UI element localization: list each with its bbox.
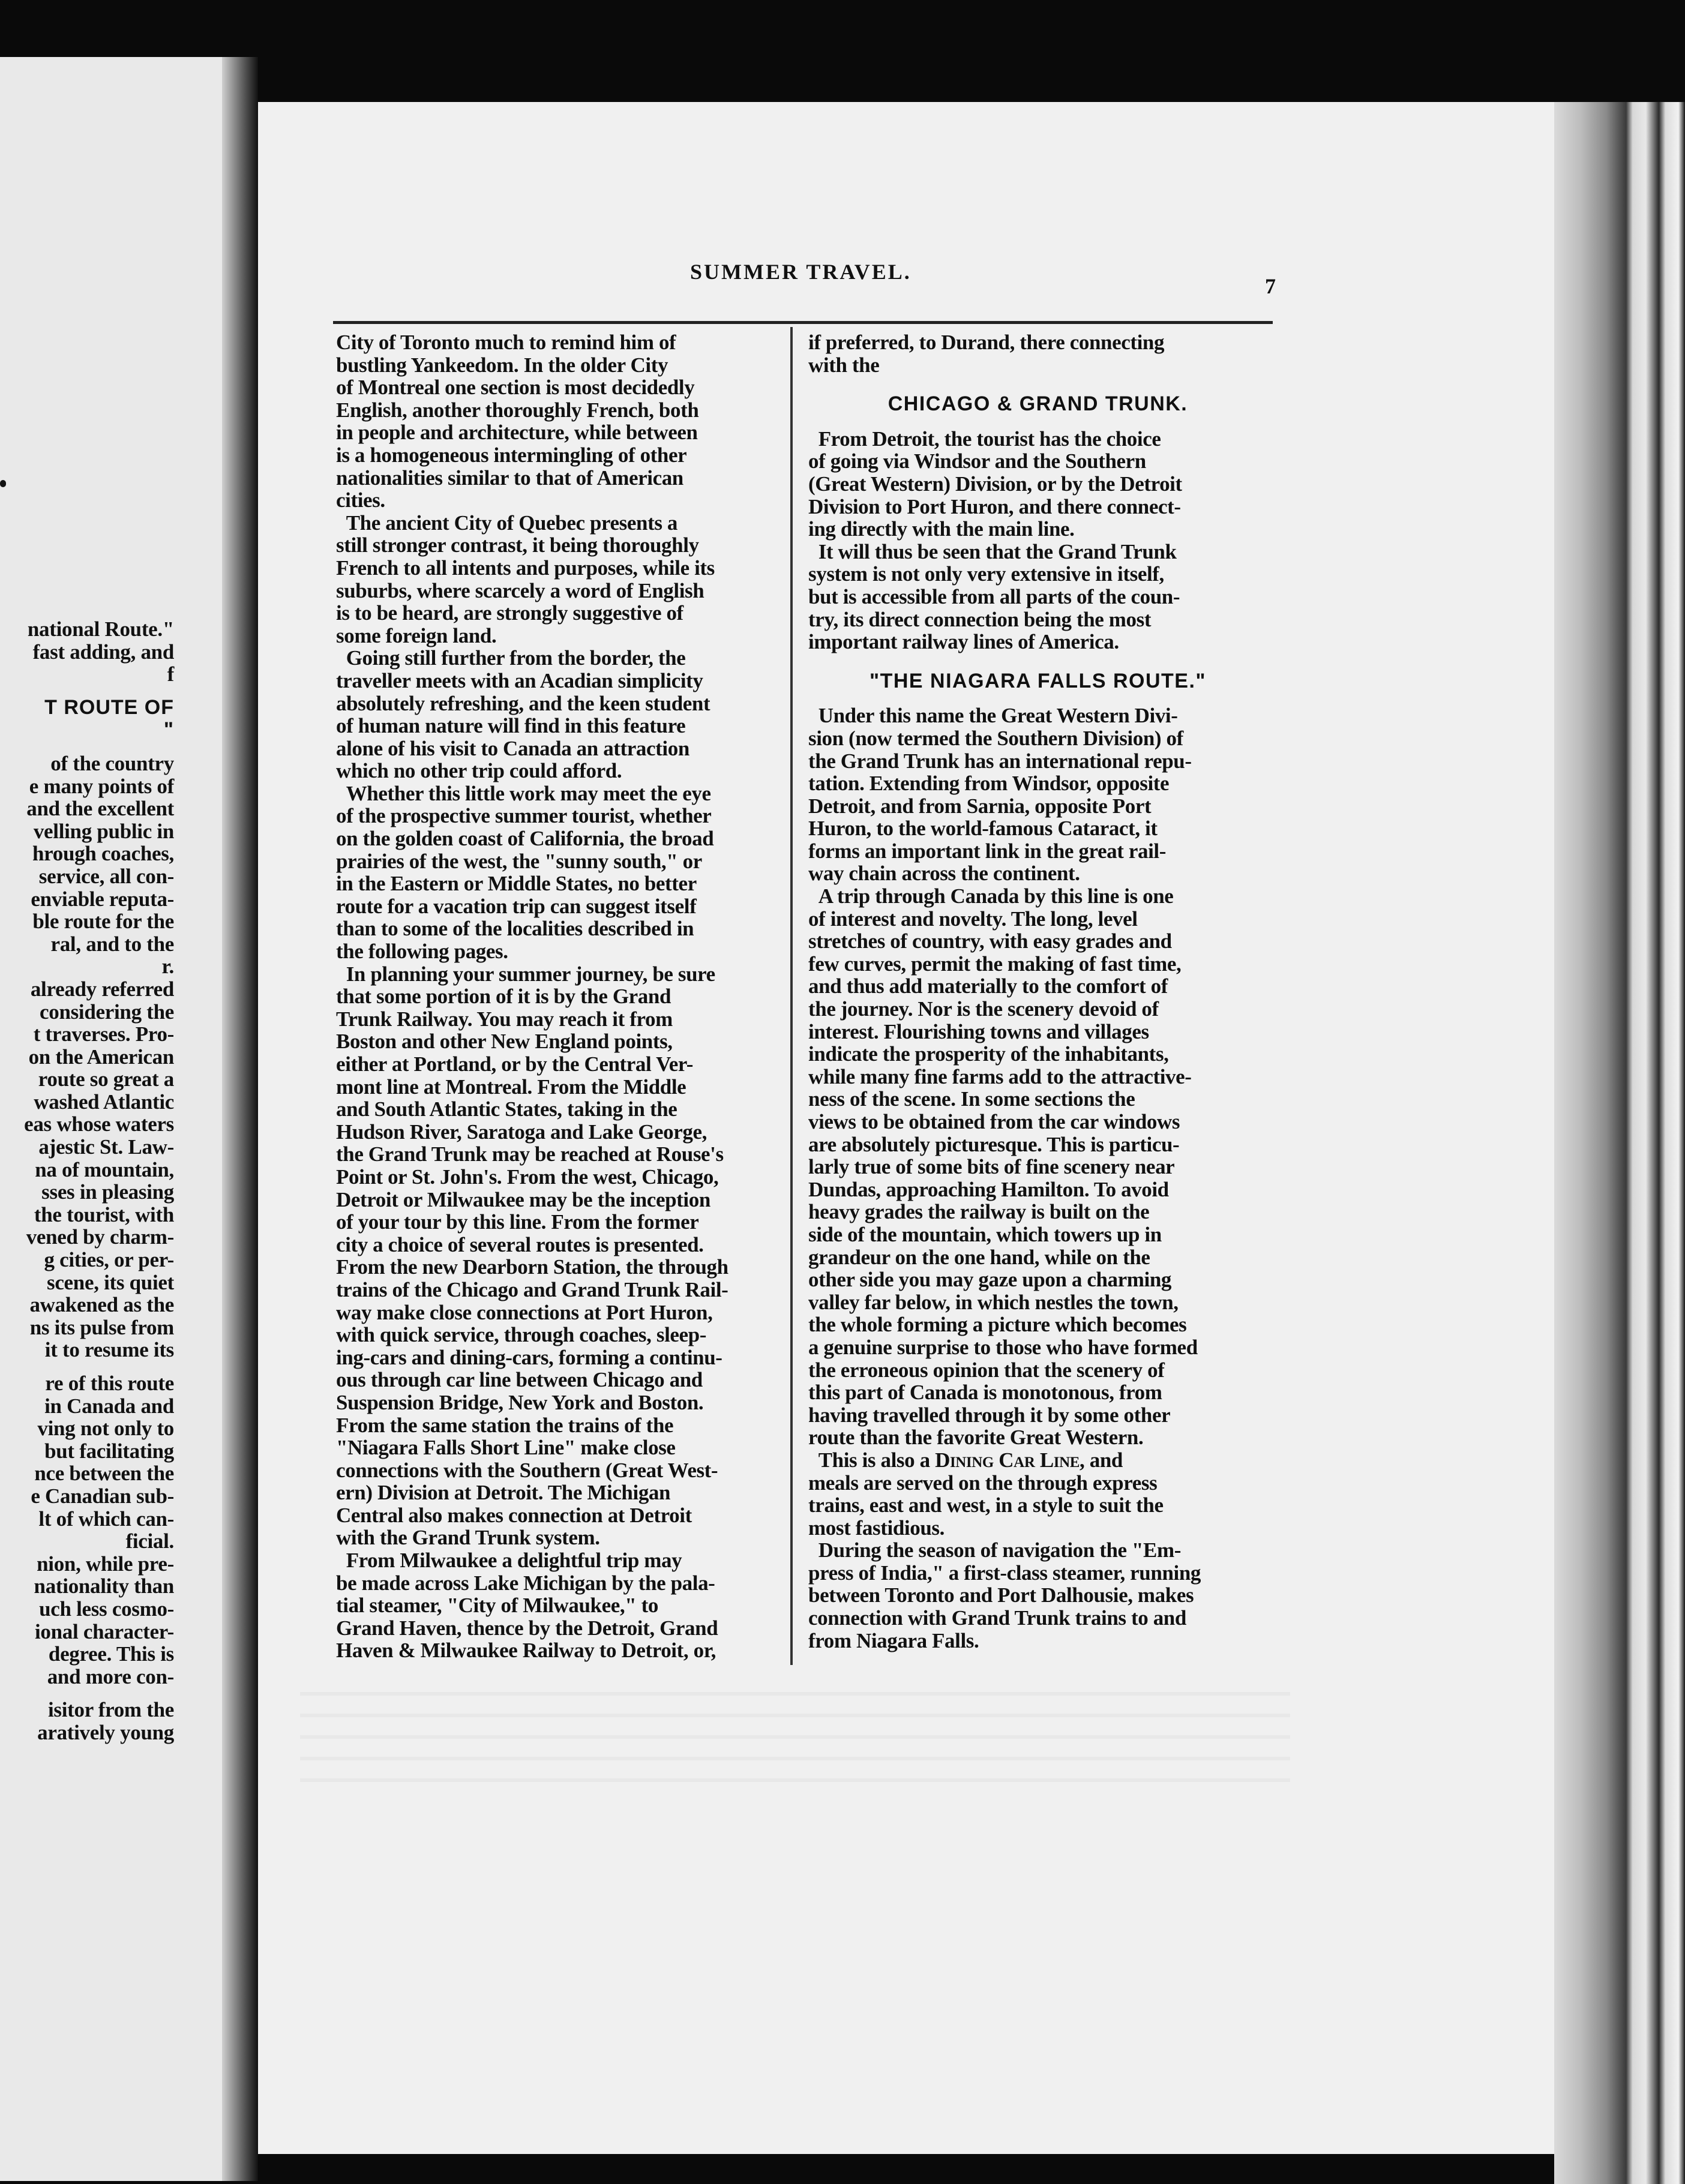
facing-line: already referred: [30, 977, 174, 1001]
text-line: It will thus be seen that the Grand Trunk: [808, 539, 1177, 563]
text-line: the whole forming a picture which becomes: [808, 1313, 1187, 1337]
show-through-text: [300, 1674, 1290, 1794]
text-line: from Niagara Falls.: [808, 1628, 979, 1652]
facing-line: ": [163, 718, 174, 742]
text-line: press of India," a first-class steamer, running: [808, 1561, 1201, 1585]
dining-car-line: This is also a Dining Car Line, and: [818, 1448, 1123, 1472]
text-line: connections with the Southern (Great West-: [336, 1458, 718, 1482]
text-line: larly true of some bits of fine scenery near: [808, 1155, 1175, 1179]
text-line: the erroneous opinion that the scenery of: [808, 1358, 1165, 1382]
text-line: Central also makes connection at Detroit: [336, 1503, 692, 1527]
facing-line: hrough coaches,: [32, 842, 174, 866]
facing-line: washed Atlantic: [34, 1090, 174, 1114]
facing-line: r.: [161, 955, 174, 979]
left-column: [336, 331, 780, 1662]
text-line: the journey. Nor is the scenery devoid of: [808, 997, 1159, 1021]
facing-line: the tourist, with: [34, 1202, 174, 1226]
text-line: English, another thoroughly French, both: [336, 398, 699, 422]
text-line: way make close connections at Port Huron,: [336, 1300, 713, 1324]
text-line: nationalities similar to that of American: [336, 466, 683, 490]
text-line: route than the favorite Great Western.: [808, 1426, 1144, 1450]
text-line: while many fine farms add to the attractive-: [808, 1064, 1192, 1088]
facing-line: aratively young: [37, 1720, 174, 1744]
facing-line: ving not only to: [37, 1417, 174, 1441]
text-line: important railway lines of America.: [808, 630, 1119, 654]
text-line: cities.: [336, 488, 385, 512]
text-line: connection with Grand Trunk trains to and: [808, 1606, 1186, 1630]
text-line: ing-cars and dining-cars, forming a continu-: [336, 1345, 722, 1369]
text-line: this part of Canada is monotonous, from: [808, 1381, 1162, 1405]
text-line: be made across Lake Michigan by the pala-: [336, 1571, 715, 1595]
text-line: Detroit, and from Sarnia, opposite Port: [808, 794, 1152, 818]
text-line: of going via Windsor and the Southern: [808, 449, 1146, 473]
text-line: but is accessible from all parts of the coun-: [808, 584, 1180, 608]
text-line: suburbs, where scarcely a word of English: [336, 578, 704, 602]
facing-line: uch less cosmo-: [39, 1597, 174, 1621]
facing-line: T ROUTE OF: [44, 695, 174, 719]
text-line: The ancient City of Quebec presents a: [336, 511, 677, 535]
facing-line: re of this route: [45, 1372, 174, 1395]
facing-line: nce between the: [34, 1462, 174, 1486]
facing-line: g cities, or per-: [44, 1248, 174, 1272]
text-line: which no other trip could afford.: [336, 759, 622, 783]
text-line: between Toronto and Port Dalhousie, makes: [808, 1583, 1194, 1607]
facing-line: scene, its quiet: [47, 1270, 174, 1294]
facing-line: nion, while pre-: [37, 1552, 174, 1576]
running-head: SUMMER TRAVEL.: [690, 260, 912, 284]
facing-line: and more con-: [47, 1664, 174, 1688]
text-line: sion (now termed the Southern Division) of: [808, 726, 1183, 750]
text-line: city a choice of several routes is presented.: [336, 1232, 704, 1256]
facing-line: ional character-: [34, 1619, 174, 1643]
text-line: bustling Yankeedom. In the older City: [336, 353, 668, 377]
facing-line: e many points of: [29, 774, 174, 798]
ink-mark: [0, 480, 6, 487]
text-line: "Niagara Falls Short Line" make close: [336, 1436, 676, 1460]
text-line: Suspension Bridge, New York and Boston.: [336, 1390, 704, 1414]
text-line: try, its direct connection being the most: [808, 607, 1152, 631]
text-line: either at Portland, or by the Central Ver-: [336, 1052, 693, 1076]
text-line: having travelled through it by some other: [808, 1403, 1171, 1427]
facing-line: awakened as the: [29, 1293, 174, 1317]
text-line: with the Grand Trunk system.: [336, 1526, 600, 1550]
facing-line: nationality than: [34, 1574, 174, 1598]
text-line: indicate the prosperity of the inhabitants,: [808, 1042, 1169, 1066]
text-line: and South Atlantic States, taking in the: [336, 1097, 677, 1121]
text-line: the Grand Trunk has an international repu-: [808, 749, 1192, 773]
text-line: tation. Extending from Windsor, opposite: [808, 772, 1170, 796]
text-line: the following pages.: [336, 940, 508, 964]
facing-line: ficial.: [125, 1529, 174, 1553]
heading-niagara-falls-route: "THE NIAGARA FALLS ROUTE.": [869, 669, 1207, 692]
text-line: prairies of the west, the "sunny south," or: [336, 849, 702, 873]
text-line: most fastidious.: [808, 1516, 945, 1540]
dining-car-smallcaps: Dining Car Line: [935, 1448, 1080, 1472]
text-line: (Great Western) Division, or by the Detroit: [808, 472, 1182, 496]
text-line: route for a vacation trip can suggest itself: [336, 894, 697, 918]
text-line: system is not only very extensive in itself,: [808, 562, 1164, 586]
text-line: ous through car line between Chicago and: [336, 1368, 703, 1392]
text-line: From the same station the trains of the: [336, 1413, 674, 1437]
facing-line: service, all con-: [38, 864, 174, 888]
text-line: absolutely refreshing, and the keen student: [336, 691, 710, 715]
text-line: ness of the scene. In some sections the: [808, 1087, 1135, 1111]
facing-line: vened by charm-: [26, 1225, 174, 1249]
section-niagara-falls-route: [808, 704, 1267, 1449]
column-divider: [790, 327, 793, 1665]
text-line: than to some of the localities described in: [336, 917, 694, 941]
text-line: City of Toronto much to remind him of: [336, 331, 676, 354]
text-line: mont line at Montreal. From the Middle: [336, 1075, 686, 1099]
text-line: that some portion of it is by the Grand: [336, 985, 671, 1009]
text-line: ing directly with the main line.: [808, 517, 1075, 541]
text-line: of your tour by this line. From the former: [336, 1210, 699, 1234]
heading-chicago-grand-trunk: CHICAGO & GRAND TRUNK.: [888, 392, 1188, 416]
header-rule: [333, 321, 1273, 324]
text-line: French to all intents and purposes, while its: [336, 556, 715, 580]
text-line: meals are served on the through express: [808, 1471, 1158, 1495]
section-chicago-grand-trunk: [808, 428, 1267, 653]
facing-line: degree. This is: [48, 1642, 174, 1666]
text-line: of human nature will find in this feature: [336, 714, 686, 738]
right-column: [808, 331, 1267, 1652]
text-line: stretches of country, with easy grades and: [808, 929, 1172, 953]
text-line: of the prospective summer tourist, whether: [336, 804, 712, 828]
facing-line: na of mountain,: [35, 1157, 174, 1181]
page-stack-edge: [1554, 102, 1685, 2184]
text-line: of Montreal one section is most decidedly: [336, 376, 695, 400]
text-line: the Grand Trunk may be reached at Rouse's: [336, 1142, 724, 1166]
text-line: tial steamer, "City of Milwaukee," to: [336, 1594, 658, 1618]
text-line: alone of his visit to Canada an attraction: [336, 736, 689, 760]
intro-text: [808, 331, 1267, 376]
text-line: still stronger contrast, it being thoroughly: [336, 533, 699, 557]
text-line: forms an important link in the great rail-: [808, 839, 1166, 863]
text-line: in people and architecture, while between: [336, 421, 698, 445]
text-line: ern) Division at Detroit. The Michigan: [336, 1481, 671, 1505]
facing-line: [0, 742, 174, 752]
section-dining-steamer: [808, 1472, 1267, 1652]
facing-line: velling public in: [33, 819, 174, 843]
text-line: A trip through Canada by this line is one: [808, 884, 1174, 908]
text-line: and thus add materially to the comfort of: [808, 974, 1168, 998]
facing-line: ral, and to the: [50, 932, 174, 956]
facing-page-text: [0, 618, 174, 1744]
text-line: few curves, permit the making of fast time,: [808, 952, 1182, 976]
text-line: From Milwaukee a delightful trip may: [336, 1549, 682, 1573]
text-line: side of the mountain, which towers up in: [808, 1222, 1162, 1246]
facing-line: eas whose waters: [24, 1112, 174, 1136]
facing-line: route so great a: [38, 1067, 174, 1091]
text-line: In planning your summer journey, be sure: [336, 962, 715, 986]
text-line: other side you may gaze upon a charming: [808, 1268, 1172, 1292]
facing-line: sses in pleasing: [41, 1180, 174, 1204]
facing-line: of the country: [50, 751, 174, 775]
facing-line: enviable reputa-: [31, 887, 174, 911]
text-line: During the season of navigation the "Em-: [808, 1538, 1181, 1562]
text-line: interest. Flourishing towns and villages: [808, 1019, 1149, 1043]
text-line: Whether this little work may meet the eye: [336, 781, 711, 805]
facing-line: ble route for the: [32, 910, 174, 934]
facing-line: ns its pulse from: [29, 1315, 174, 1339]
facing-line: [0, 1688, 174, 1699]
text-line: with the: [808, 353, 880, 377]
book-gutter: [222, 57, 258, 2181]
text-line: views to be obtained from the car windows: [808, 1110, 1180, 1133]
text-line: Under this name the Great Western Divi-: [808, 704, 1178, 728]
text-line: in the Eastern or Middle States, no better: [336, 872, 697, 896]
text-line: Hudson River, Saratoga and Lake George,: [336, 1120, 707, 1144]
text-line: is a homogeneous intermingling of other: [336, 443, 687, 467]
facing-line: national Route.": [27, 617, 174, 641]
text-line: Division to Port Huron, and there connect-: [808, 494, 1181, 518]
text-line: Dundas, approaching Hamilton. To avoid: [808, 1177, 1169, 1201]
text-line: Detroit or Milwaukee may be the inception: [336, 1187, 710, 1211]
text-line: if preferred, to Durand, there connecting: [808, 331, 1165, 354]
text-line: valley far below, in which nestles the town,: [808, 1290, 1179, 1314]
text-line: Huron, to the world-famous Cataract, it: [808, 817, 1158, 841]
text-line: Boston and other New England points,: [336, 1030, 673, 1054]
facing-line: e Canadian sub-: [31, 1484, 174, 1508]
text-line: Haven & Milwaukee Railway to Detroit, or,: [336, 1639, 716, 1663]
text-line: heavy grades the railway is built on the: [808, 1200, 1150, 1224]
text-line: way chain across the continent.: [808, 862, 1080, 886]
page-number: 7: [1265, 274, 1276, 298]
facing-line: isitor from the: [48, 1698, 174, 1722]
facing-line: on the American: [28, 1045, 174, 1069]
facing-line: lt of which can-: [38, 1507, 174, 1531]
text-line: traveller meets with an Acadian simplicity: [336, 668, 703, 692]
text-line: Point or St. John's. From the west, Chicago,: [336, 1165, 719, 1189]
facing-line: t traverses. Pro-: [33, 1022, 174, 1046]
text-line: trains of the Chicago and Grand Trunk Rail-: [336, 1277, 728, 1301]
facing-line: in Canada and: [44, 1394, 174, 1418]
text-line: is to be heard, are strongly suggestive of: [336, 601, 683, 625]
text-line: are absolutely picturesque. This is particu-: [808, 1132, 1180, 1156]
text-line: Going still further from the border, the: [336, 646, 686, 670]
facing-line: but facilitating: [44, 1439, 174, 1463]
facing-line: and the excellent: [26, 797, 174, 821]
text-line: with quick service, through coaches, sleep-: [336, 1323, 706, 1347]
text-line: From Detroit, the tourist has the choice: [808, 427, 1161, 451]
facing-line: f: [167, 662, 174, 686]
text-line: trains, east and west, in a style to suit the: [808, 1493, 1164, 1517]
text-line: Trunk Railway. You may reach it from: [336, 1007, 673, 1031]
text-line: a genuine surprise to those who have formed: [808, 1335, 1198, 1359]
text-line: From the new Dearborn Station, the through: [336, 1255, 728, 1279]
text-line: Grand Haven, thence by the Detroit, Grand: [336, 1616, 718, 1640]
facing-line: fast adding, and: [32, 640, 174, 664]
text-line: of interest and novelty. The long, level: [808, 907, 1138, 931]
facing-line: considering the: [40, 1000, 174, 1024]
text-line: grandeur on the one hand, while on the: [808, 1245, 1150, 1269]
facing-line: ajestic St. Law-: [38, 1135, 174, 1159]
facing-line: [0, 686, 174, 697]
facing-line: it to resume its: [44, 1338, 174, 1362]
facing-line: [0, 1361, 174, 1372]
text-line: some foreign land.: [336, 623, 497, 647]
text-line: on the golden coast of California, the broad: [336, 827, 714, 851]
